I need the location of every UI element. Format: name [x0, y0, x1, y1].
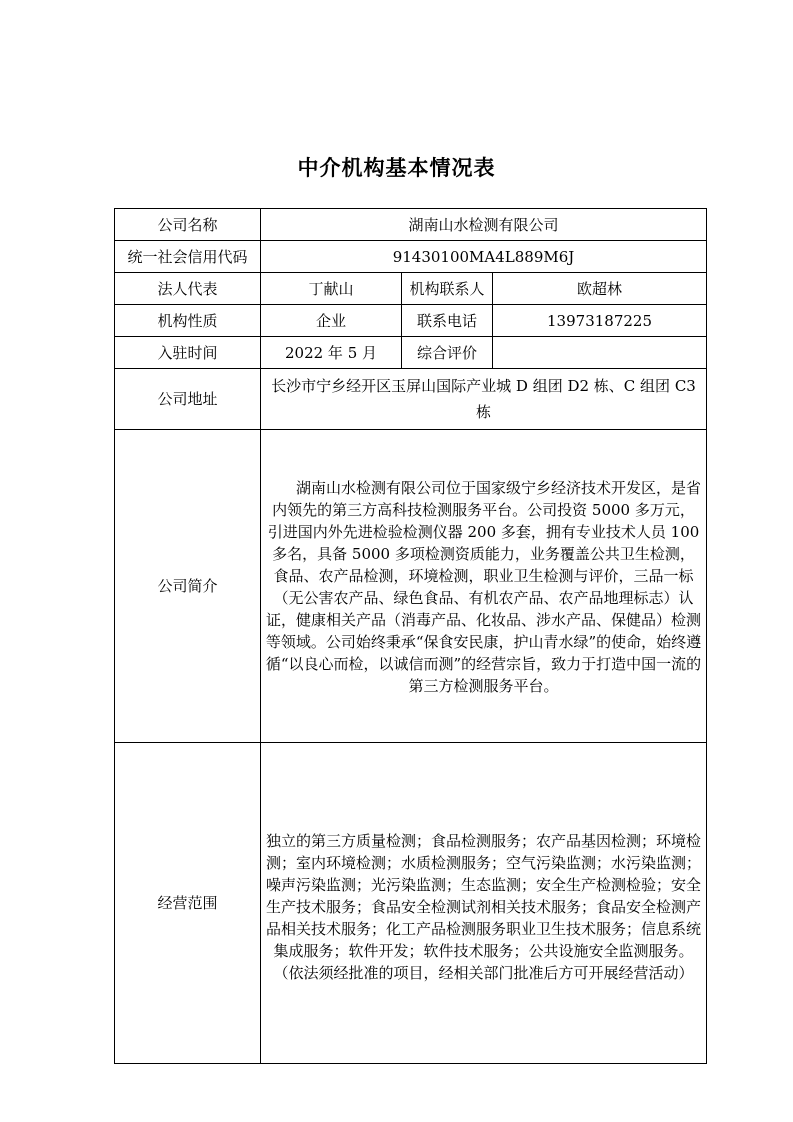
value-legal-rep: 丁献山	[261, 273, 402, 305]
table-row-company-name	[115, 209, 707, 241]
table-row-credit-code	[115, 241, 707, 273]
value-nature: 企业	[261, 305, 402, 337]
label-legal-rep: 法人代表	[115, 273, 261, 305]
label-address: 公司地址	[115, 369, 261, 430]
table-row-entry-time	[115, 337, 707, 369]
table-row-scope	[115, 743, 707, 1064]
value-scope: 独立的第三方质量检测；食品检测服务；农产品基因检测；环境检测；室内环境检测；水质检测服务；空气污染监测；水污染监测；噪声污染监测；光污染监测；生态监测；安全生产检测检验；安全生产技术服务；食品安全检测试剂相关技术服务；食品安全检测产品相关技术服务；化工产品检测服务职业卫生技术服务；信息系统集成服务；软件开发；软件技术服务；公共设施安全监测服务。（依法须经批准的项目，经相关部门批准后方可开展经营活动）	[261, 743, 707, 1064]
value-rating	[493, 337, 707, 369]
value-phone: 13973187225	[493, 305, 707, 337]
label-scope: 经营范围	[115, 743, 261, 1064]
label-company-name: 公司名称	[115, 209, 261, 241]
table-row-intro	[115, 430, 707, 743]
table-row-address	[115, 369, 707, 430]
label-phone: 联系电话	[402, 305, 493, 337]
value-contact-person: 欧超林	[493, 273, 707, 305]
label-nature: 机构性质	[115, 305, 261, 337]
value-address: 长沙市宁乡经开区玉屏山国际产业城 D 组团 D2 栋、C 组团 C3 栋	[261, 369, 707, 430]
label-intro: 公司简介	[115, 430, 261, 743]
table-row-legal-rep	[115, 273, 707, 305]
label-rating: 综合评价	[402, 337, 493, 369]
label-entry-time: 入驻时间	[115, 337, 261, 369]
label-contact-person: 机构联系人	[402, 273, 493, 305]
value-entry-time: 2022 年 5 月	[261, 337, 402, 369]
page-title: 中介机构基本情况表	[297, 156, 496, 180]
info-table	[114, 208, 707, 1064]
label-credit-code: 统一社会信用代码	[115, 241, 261, 273]
value-credit-code: 91430100MA4L889M6J	[261, 241, 707, 273]
table-row-nature	[115, 305, 707, 337]
value-intro: 湖南山水检测有限公司位于国家级宁乡经济技术开发区，是省内领先的第三方高科技检测服务平台。公司投资 5000 多万元，引进国内外先进检验检测仪器 200 多套，拥有专业技术人员 100 多名，具备 5000 多项检测资质能力，业务覆盖公共卫生检测，食品、农产品检测，环境检测，职业卫生检测与评价，三品一标（无公害农产品、绿色食品、有机农产品、农产品地理标志）认证，健康相关产品（消毒产品、化妆品、涉水产品、保健品）检测等领域。公司始终秉承“保食安民康，护山青水绿”的使命，始终遵循“以良心而检，以诚信而测”的经营宗旨，致力于打造中国一流的第三方检测服务平台。	[261, 430, 707, 743]
value-company-name: 湖南山水检测有限公司	[261, 209, 707, 241]
